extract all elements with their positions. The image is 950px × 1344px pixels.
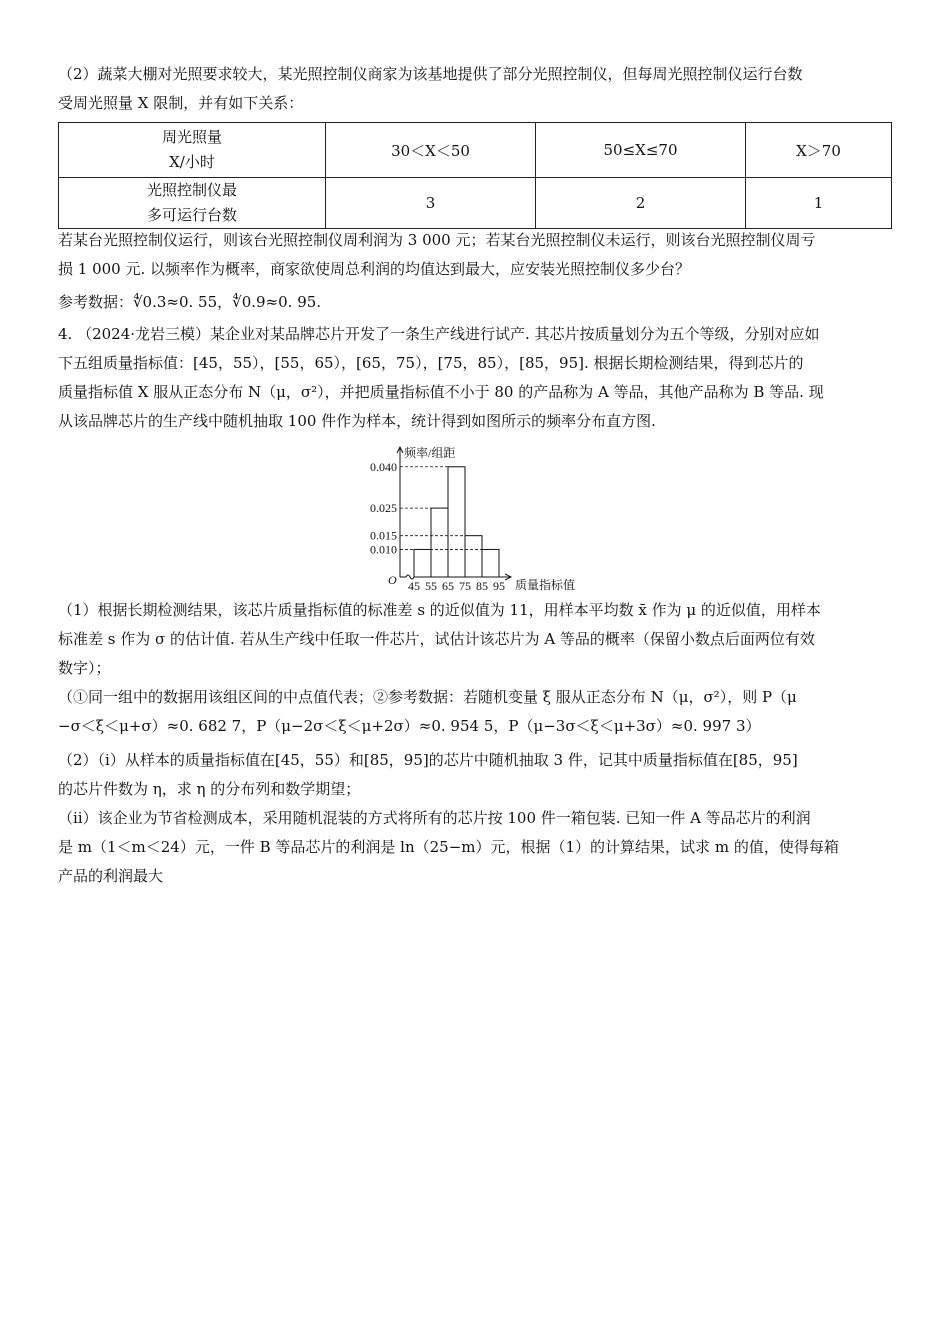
x-tick-label: 45 [408,579,420,593]
after-table-line-1: 若某台光照控制仪运行，则该台光照控制仪周利润为 3 000 元；若某台光照控制仪未运行，则该台光照控制仪周亏 [58,231,816,249]
table-cell: 1 [746,178,892,229]
frequency-histogram [356,444,596,596]
x-tick-label: 75 [459,579,471,593]
after-table-line-2: 损 1 000 元. 以频率作为概率，商家欲使周总利润的均值达到最大，应安装光照控制仪多少台？ [58,260,691,278]
table-col-1: 30＜X＜50 [326,123,536,178]
part1-line-3: 数字）； [58,659,111,677]
part2-line-3: （ⅱ）该企业为节省检测成本，采用随机混装的方式将所有的芯片按 100 件一箱包装. 已知一件 A 等品芯片的利润 [58,809,811,827]
x-tick-label: 55 [425,579,437,593]
q4-line-1: 4. （2024·龙岩三模）某企业对某品牌芯片开发了一条生产线进行试产. 其芯片按质量划分为五个等级，分别对应如 [58,325,820,343]
histogram-bar [414,549,431,577]
histogram-bar [482,549,499,577]
y-tick-label: 0.015 [370,528,397,543]
x-axis-label: 质量指标值 [515,578,576,592]
table-row-label: 光照控制仪最 多可运行台数 [59,178,326,229]
q2-line-2: 受周光照量 X 限制，并有如下关系： [58,94,304,112]
x-tick-label: 65 [442,579,454,593]
part2-text [58,746,894,891]
table-col-2: 50≤X≤70 [536,123,746,178]
histogram-bar [448,467,465,577]
y-axis-label: 频率/组距 [404,446,456,460]
x-tick-label: 85 [476,579,488,593]
after-table-text [58,226,894,317]
part1-line-2: 标准差 s 作为 σ 的估计值. 若从生产线中任取一件芯片，试估计该芯片为 A 等品的概率（保留小数点后面两位有效 [58,630,815,648]
q2-line-1: （2）蔬菜大棚对光照要求较大，某光照控制仪商家为该基地提供了部分光照控制仪，但每周光照控制仪运行台数 [58,65,803,83]
q4-line-3: 质量指标值 X 服从正态分布 N（μ，σ²），并把质量指标值不小于 80 的产品称为 A 等品，其他产品称为 B 等品. 现 [58,383,824,401]
q4-intro [58,320,894,436]
table-col-3: X＞70 [746,123,892,178]
origin-label: O [388,573,397,587]
table-cell: 3 [326,178,536,229]
part2-line-5: 产品的利润最大 [58,867,164,885]
q4-line-4: 从该品牌芯片的生产线中随机抽取 100 件作为样本，统计得到如图所示的频率分布直方图. [58,412,656,430]
part2-line-1: （2）（ⅰ）从样本的质量指标值在[45，55）和[85，95]的芯片中随机抽取 3 件，记其中质量指标值在[85，95] [58,751,798,769]
q2-intro [58,60,894,118]
histogram-bar [465,536,482,577]
part1-line-5: −σ＜ξ＜μ+σ）≈0. 682 7，P（μ−2σ＜ξ＜μ+2σ）≈0. 954 5，P（μ−3σ＜ξ＜μ+3σ）≈0. 997 3） [58,717,761,735]
y-tick-label: 0.025 [370,501,397,516]
histogram-bar [431,508,448,577]
part1-line-1: （1）根据长期检测结果，该芯片质量指标值的标准差 s 的近似值为 11，用样本平均数 x̄ 作为 μ 的近似值，用样本 [58,601,821,619]
table-header-label: 周光照量 X/小时 [59,123,326,178]
y-tick-label: 0.010 [370,542,397,557]
table-cell: 2 [536,178,746,229]
y-tick-label: 0.040 [370,459,397,474]
light-table [58,122,892,229]
reference-data: 参考数据：∜0.3≈0. 55，∜0.9≈0. 95. [58,293,322,311]
part2-line-2: 的芯片件数为 η，求 η 的分布列和数学期望； [58,780,361,798]
x-tick-label: 95 [493,579,505,593]
part1-line-4: （①同一组中的数据用该组区间的中点值代表；②参考数据：若随机变量 ξ 服从正态分布 N（μ，σ²），则 P（μ [58,688,797,706]
q4-line-2: 下五组质量指标值：[45，55），[55，65），[65，75），[75，85），[85，95]. 根据长期检测结果，得到芯片的 [58,354,804,372]
part2-line-4: 是 m（1＜m＜24）元，一件 B 等品芯片的利润是 ln（25−m）元，根据（1）的计算结果，试求 m 的值，使得每箱 [58,838,839,856]
part1-text [58,596,894,741]
